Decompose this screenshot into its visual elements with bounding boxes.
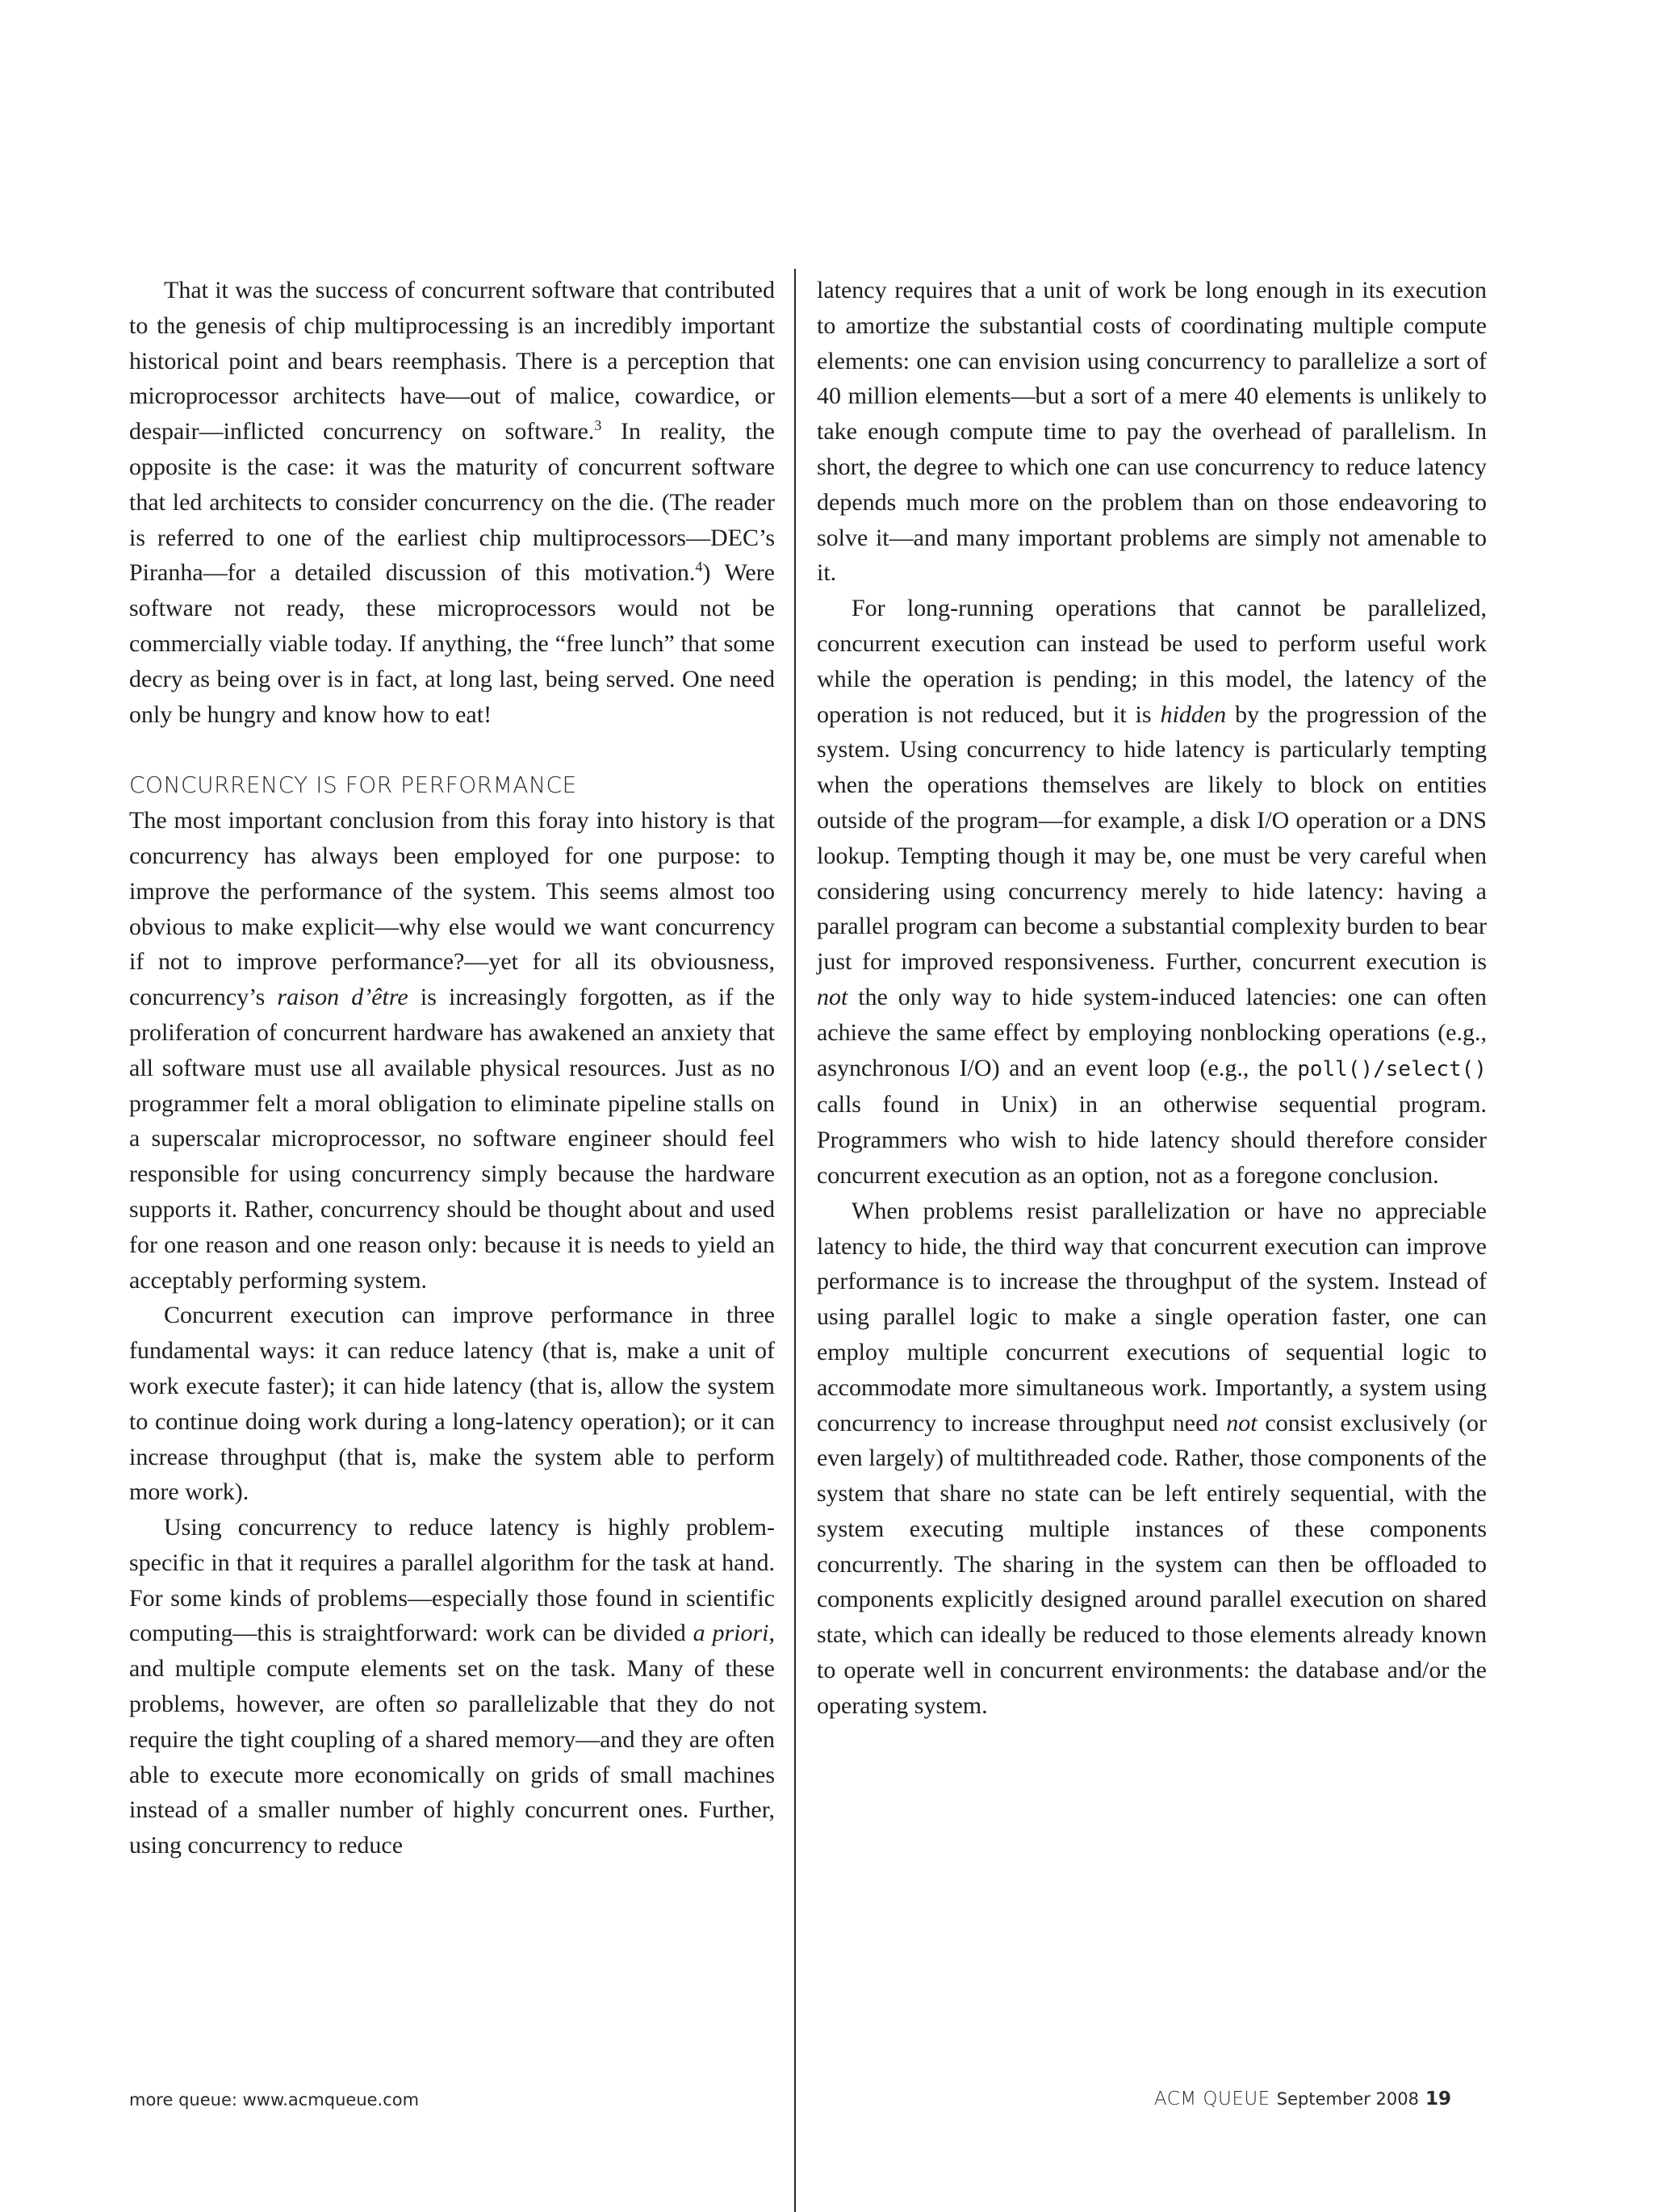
code-poll-select: poll()/select() <box>1297 1056 1487 1081</box>
paragraph-hide-latency: For long-running operations that cannot be parallelized, concurrent execution can instead be used to perform useful work while the operation is pending; in this model, the latency of the operation is not reduced, but it is hidden by the progression of the system. Using concurrency to hide latency is particularly tempting when the operations themselves are likely to block on entities outside of the program—for example, a disk I/O operation or a DNS lookup. Tempting though it may be, one must be very careful when considering using concurrency merely to hide latency: having a parallel program can become a substantial complexity burden to bear just for improved responsiveness. Further, concurrent execution is not the only way to hide system-induced latencies: one can often achieve the same effect by employing nonblocking operations (e.g., asynchronous I/O) and an event loop (e.g., the poll()/select() calls found in Unix) in an otherwise sequential program. Programmers who wish to hide latency should therefore consider concurrent execution as an option, not as a foregone conclusion. <box>817 595 1487 1189</box>
page-number: 19 <box>1425 2089 1451 2110</box>
paragraph-latency-continued: latency requires that a unit of work be long enough in its execution to amortize the substantial costs of coordinating multiple compute elements: one can envision using concurrency to parallelize a sort of 40 million elements—but a sort of a mere 40 elements is unlikely to take enough compute time to pay the overhead of parallelism. In short, the degree to which one can use concurrency to reduce latency depends much more on the problem than on those endeavoring to solve it—and many important problems are simply not amenable to it. <box>817 277 1487 587</box>
paragraph-throughput: When problems resist parallelization or have no appreciable latency to hide, the third way that concurrent execution can improve performance is to increase the throughput of the system. Instead of using parallel logic to make a single operation faster, one can employ multiple concurrent executions of sequential logic to accommodate more simultaneous work. Importantly, a system using concurrency to increase throughput need not consist exclusively (or even largely) of multithreaded code. Rather, those components of the system that share no state can be left entirely sequential, with the system executing multiple instances of these components concurrently. The sharing in the system can then be offloaded to components explicitly designed around parallel execution on shared state, which can ideally be reduced to those elements already known to operate well in concurrent environments: the database and/or the operating system. <box>817 1197 1487 1719</box>
section-heading: CONCURRENCY IS FOR PERFORMANCE <box>129 771 577 799</box>
paragraph-performance: The most important conclusion from this foray into history is that concurrency has always been employed for one purpose: to improve the performance of the system. This seems almost too obvious to make explicit—why else would we want concurrency if not to improve performance?—yet for all its obviousness, concurrency’s raison d’être is increasingly forgotten, as if the proliferation of concurrent hardware has awakened an anxiety that all software must use all available physical resources. Just as no programmer felt a moral obligation to eliminate pipeline stalls on a superscalar microprocessor, no software engineer should feel responsible for using concurrency simply because the hardware supports it. Rather, concurrency should be thought about and used for one reason and one reason only: because it is needs to yield an acceptably performing system. <box>129 807 776 1294</box>
column-divider <box>794 269 796 2212</box>
footer-brand: ACM QUEUE <box>1153 2089 1270 2110</box>
right-column <box>817 273 1487 1724</box>
left-column <box>129 273 775 1863</box>
footer-date: September 2008 <box>1276 2089 1419 2109</box>
footnote-ref-3[interactable]: 3 <box>594 417 602 434</box>
footer-website[interactable]: more queue: www.acmqueue.com <box>129 2090 420 2110</box>
footnote-ref-4[interactable]: 4 <box>695 558 703 575</box>
paragraph-genesis: That it was the success of concurrent software that contributed to the genesis of chip multiprocessing is an incredibly important historical point and bears reemphasis. There is a perception that microprocessor architects have—out of malice, cowardice, or despair—inflicted concurrency on software.$^3$ In reality, the opposite is the case: it was the maturity of concurrent software that led architects to consider concurrency on the die. (The reader is referred to one of the earliest chip multiprocessors—DEC’s Piranha—for a detailed discussion of this motivation.$^4$) Were software not ready, these microprocessors would not be commercially viable today. If anything, the “free lunch” that some decry as being over is in fact, at long last, being served. One need only be hungry and know how to eat! <box>129 277 776 728</box>
paragraph-reduce-latency: Using concurrency to reduce latency is highly problem-specific in that it requires a parallel algorithm for the task at hand. For some kinds of problems—especially those found in scientific computing—this is straightforward: work can be divided a priori, and multiple compute elements set on the task. Many of these problems, however, are often so parallelizable that they do not require the tight coupling of a shared memory—and they are often able to execute more economically on grids of small machines instead of a smaller number of highly concurrent ones. Further, using concurrency to reduce <box>129 1514 775 1859</box>
footer-issue-info <box>1154 2089 1451 2110</box>
paragraph-three-ways: Concurrent execution can improve performance in three fundamental ways: it can reduce latency (that is, make a unit of work execute faster); it can hide latency (that is, allow the system to continue doing work during a long-latency operation); or it can increase throughput (that is, make the system able to perform more work). <box>129 1302 775 1506</box>
